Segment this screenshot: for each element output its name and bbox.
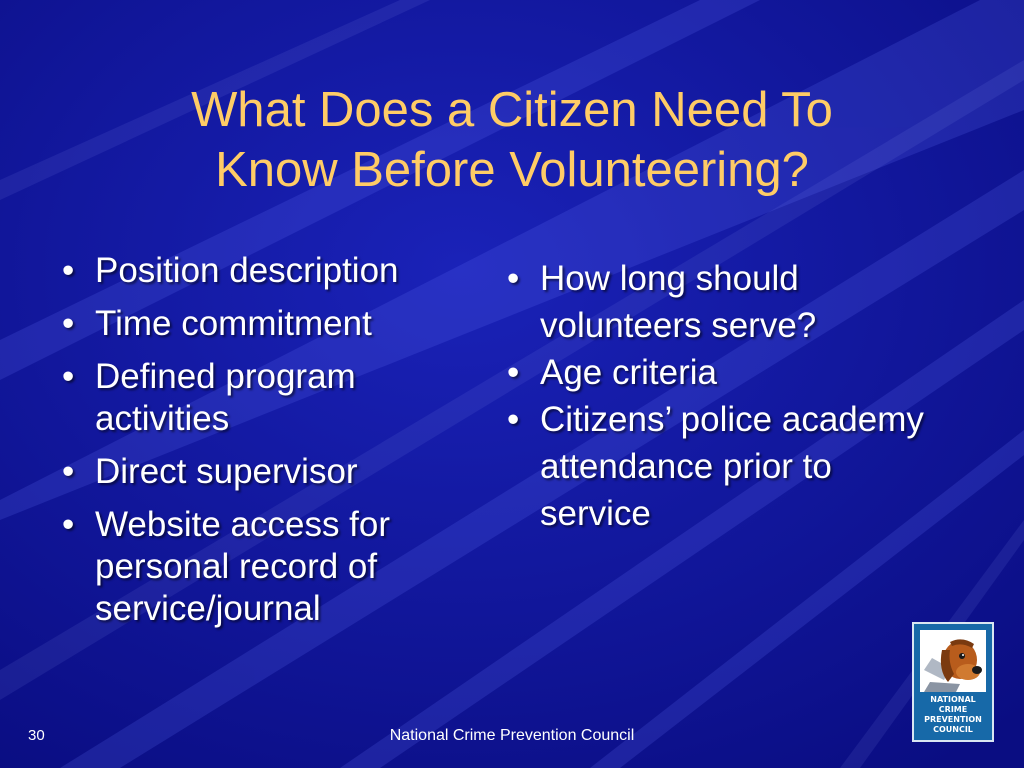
- list-item: • How long should volunteers serve?: [503, 255, 933, 349]
- bullet-icon: •: [62, 251, 75, 290]
- mcgruff-dog-icon: [920, 630, 986, 692]
- list-item: • Position description: [62, 251, 399, 290]
- list-item: • Defined program activities: [62, 357, 356, 438]
- list-item: • Time commitment: [62, 304, 372, 343]
- list-item: • Citizens’ police academy attendance prior to service: [503, 396, 933, 537]
- bullet-icon: •: [507, 259, 520, 298]
- title-line-2: Know Before Volunteering?: [215, 143, 809, 197]
- bullet-icon: •: [62, 505, 75, 544]
- list-item: • Direct supervisor: [62, 452, 358, 491]
- list-item: • Age criteria: [503, 349, 933, 396]
- bullet-icon: •: [62, 452, 75, 491]
- list-item: • Website access for personal record of service/journal: [62, 505, 391, 628]
- bullet-icon: •: [62, 304, 75, 343]
- logo-text: NATIONAL CRIME PREVENTION COUNCIL: [924, 695, 982, 734]
- left-bullet-list: [58, 250, 458, 641]
- slide-title: [60, 80, 964, 200]
- bullet-icon: •: [62, 357, 75, 396]
- bullet-icon: •: [507, 400, 520, 439]
- title-line-1: What Does a Citizen Need To: [191, 83, 833, 137]
- footer-organization: National Crime Prevention Council: [389, 727, 635, 744]
- right-bullet-list: [503, 255, 933, 537]
- bullet-icon: •: [507, 353, 520, 392]
- slide-number: 30: [28, 727, 45, 744]
- ncpc-logo: [912, 622, 994, 742]
